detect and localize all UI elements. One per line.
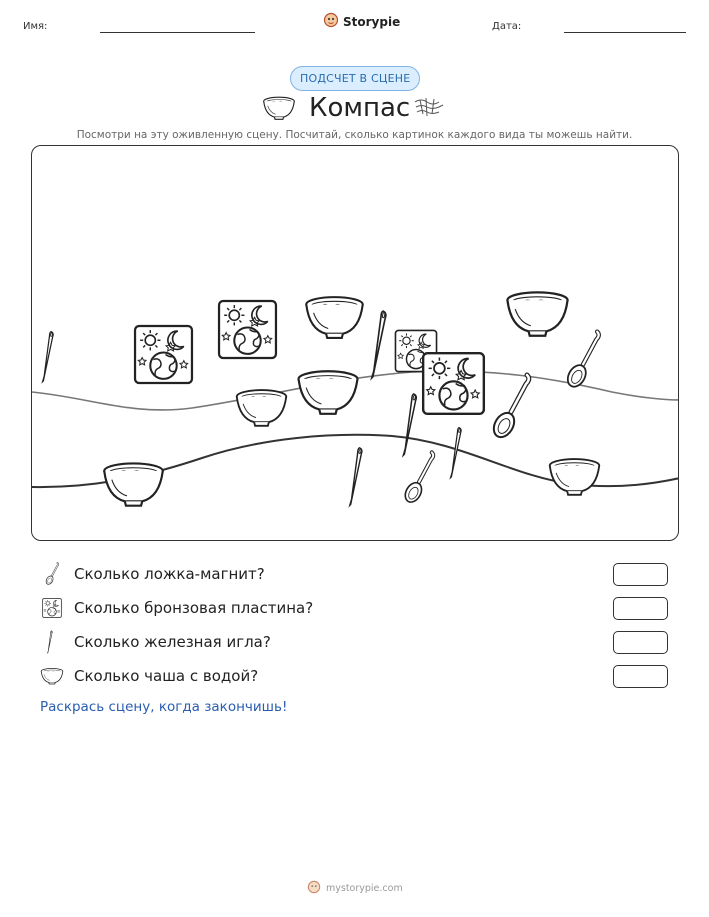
- bowl-icon: [507, 292, 567, 335]
- needle-icon: [43, 332, 54, 382]
- footer: [307, 880, 403, 897]
- instructions: Посмотри на эту оживленную сцену. Посчитай, сколько картинок каждого вида ты можешь найти.: [76, 129, 633, 141]
- counting-scene: [31, 145, 679, 541]
- spoon-icon: [40, 562, 64, 586]
- mascot-icon: [323, 12, 339, 31]
- answer-box[interactable]: [613, 597, 668, 620]
- activity-badge: ПОДСЧЕТ В СЦЕНЕ: [290, 66, 420, 91]
- question-text: Сколько железная игла?: [74, 633, 271, 651]
- bowl-icon: [104, 463, 163, 505]
- name-field[interactable]: [100, 32, 255, 33]
- needle-icon: [372, 311, 386, 378]
- bowl-icon: [40, 664, 64, 688]
- plate-icon: [40, 596, 64, 620]
- needle-icon: [451, 428, 462, 478]
- question-row: [40, 591, 672, 625]
- answer-box[interactable]: [613, 563, 668, 586]
- date-field[interactable]: [564, 32, 686, 33]
- plate-icon: [423, 353, 484, 414]
- question-row: [40, 659, 672, 693]
- date-label: Дата:: [492, 21, 522, 32]
- bowl-icon: [299, 371, 358, 414]
- needle-icon: [40, 630, 64, 654]
- needle-icon: [350, 448, 362, 506]
- needle-icon: [403, 394, 416, 455]
- spoon-icon: [564, 332, 599, 390]
- site-url[interactable]: mystorypie.com: [326, 883, 403, 894]
- name-label: Имя:: [23, 21, 48, 32]
- question-text: Сколько бронзовая пластина?: [74, 599, 314, 617]
- spoon-icon: [402, 452, 433, 505]
- brand-logo: [323, 12, 400, 31]
- plate-icon: [135, 326, 192, 383]
- brand-name: Storypie: [343, 14, 401, 29]
- question-row: [40, 557, 672, 591]
- bowl-icon: [237, 390, 287, 426]
- question-text: Сколько чаша с водой?: [74, 667, 259, 685]
- spoon-icon: [490, 375, 529, 441]
- mascot-icon: [307, 880, 321, 897]
- question-text: Сколько ложка-магнит?: [74, 565, 265, 583]
- compass-rose-icon: [412, 96, 446, 118]
- bowl-icon: [550, 459, 600, 495]
- page-title: Компас: [309, 93, 411, 123]
- bowl-icon: [262, 95, 296, 121]
- bowl-icon: [306, 297, 362, 338]
- plate-icon: [219, 301, 276, 358]
- closing-note: Раскрась сцену, когда закончишь!: [40, 699, 288, 715]
- question-list: [40, 557, 672, 693]
- answer-box[interactable]: [613, 631, 668, 654]
- answer-box[interactable]: [613, 665, 668, 688]
- question-row: [40, 625, 672, 659]
